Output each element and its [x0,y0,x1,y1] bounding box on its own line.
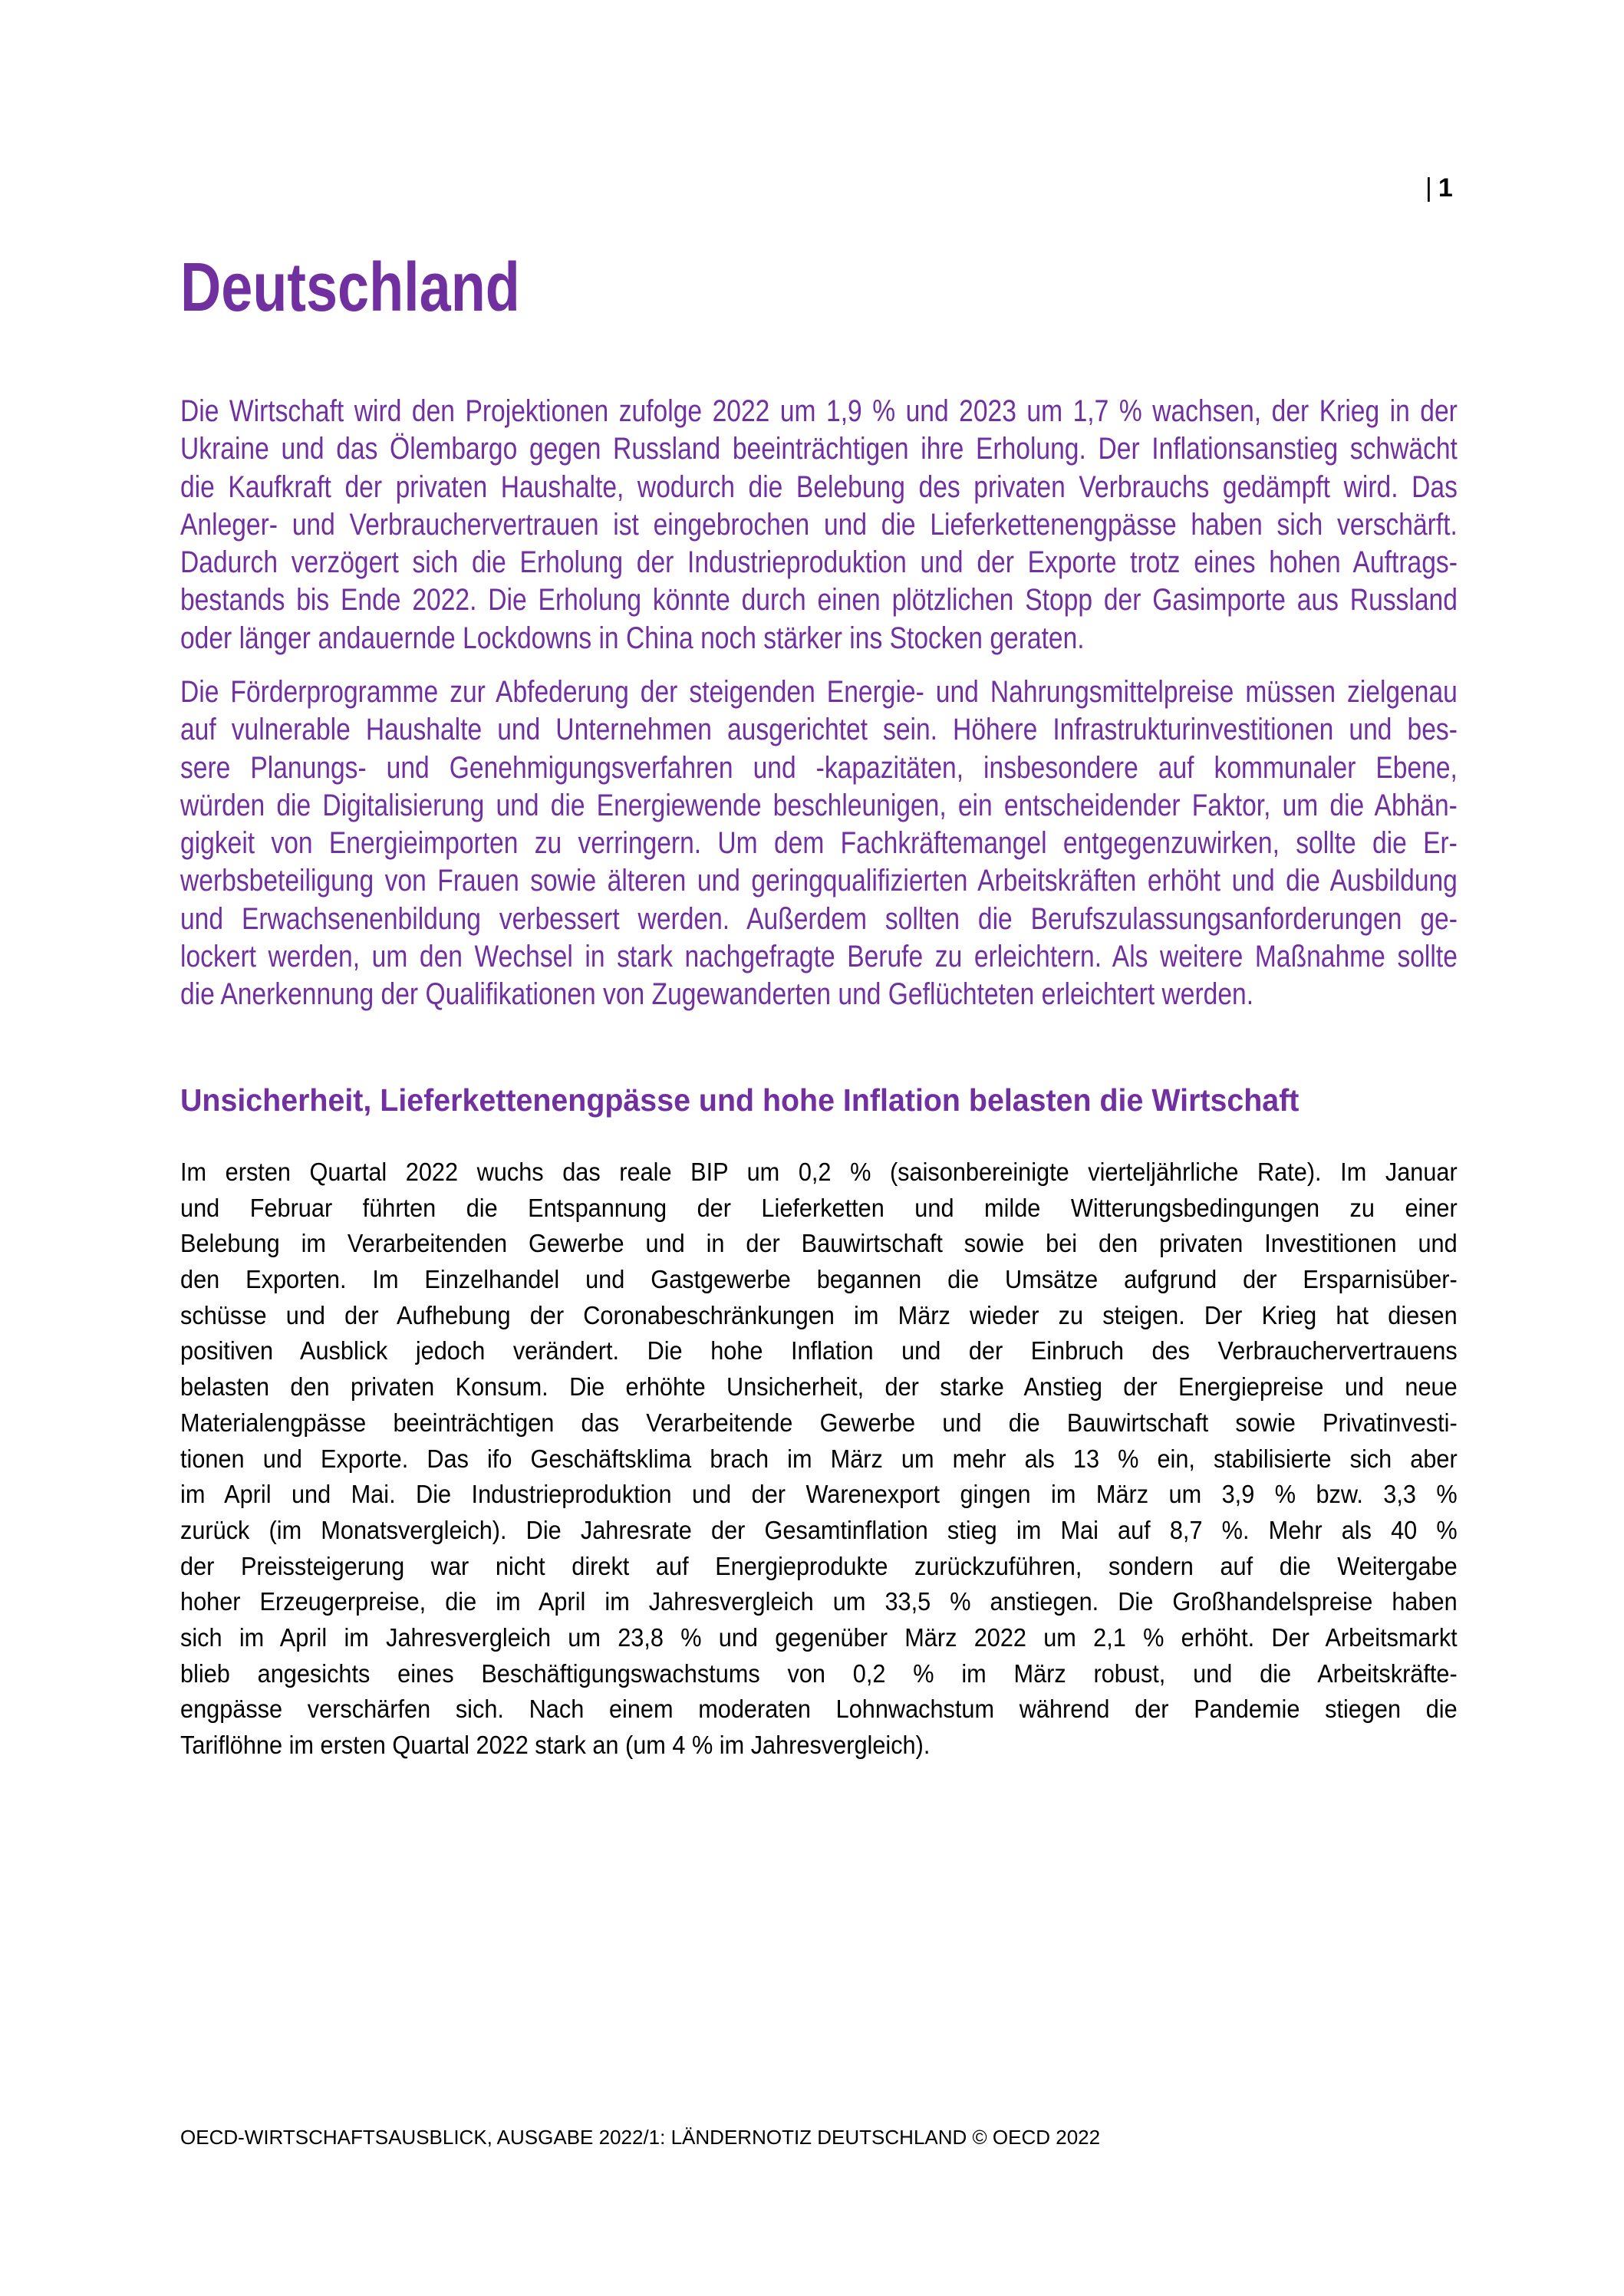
section-body-paragraph [180,1155,1458,1764]
page-number-separator: | [1425,173,1432,203]
page-title: Deutschland [180,249,520,326]
text-line: bestands bis Ende 2022. Die Erholung könnte durch einen plötzlichen Stopp der Gasimporte aus Russland [180,583,1458,618]
text-line: im April und Mai. Die Industrieproduktion und der Warenexport gingen im März um 3,9 % bzw. 3,3 % [180,1480,1458,1509]
text-line: hoher Erzeugerpreise, die im April im Jahresvergleich um 33,5 % anstiegen. Die Großhandelspreise haben [180,1587,1458,1616]
summary-paragraph-2 [180,674,1458,1014]
text-line: die Kaufkraft der privaten Haushalte, wodurch die Belebung des privaten Verbrauchs gedämpft wird. Das [180,469,1458,504]
text-line: Belebung im Verarbeitenden Gewerbe und in der Bauwirtschaft sowie bei den privaten Investitionen und [180,1229,1458,1258]
text-line: blieb angesichts eines Beschäftigungswachstums von 0,2 % im März robust, und die Arbeitskräfte- [180,1659,1458,1688]
text-line: engpässe verschärfen sich. Nach einem moderaten Lohnwachstum während der Pandemie stiegen die [180,1695,1458,1724]
text-line: auf vulnerable Haushalte und Unternehmen ausgerichtet sein. Höhere Infrastrukturinvestitionen und bes- [180,713,1458,747]
text-line: den Exporten. Im Einzelhandel und Gastgewerbe begannen die Umsätze aufgrund der Ersparnisüber- [180,1265,1458,1294]
text-line: Ukraine und das Ölembargo gegen Russland beeinträchtigen ihre Erholung. Der Inflationsanstieg schwächt [180,432,1458,466]
text-line: sere Planungs- und Genehmigungsverfahren und -kapazitäten, insbesondere auf kommunaler Ebene, [180,750,1458,785]
text-line: Tariflöhne im ersten Quartal 2022 stark an (um 4 % im Jahresvergleich). [180,1731,931,1759]
text-line: belasten den privaten Konsum. Die erhöhte Unsicherheit, der starke Anstieg der Energiepreise und neue [180,1372,1458,1402]
text-line: werbsbeteiligung von Frauen sowie älteren und geringqualifizierten Arbeitskräften erhöht und die Ausbildung [180,864,1458,898]
summary-paragraph-1 [180,393,1458,657]
text-line: Im ersten Quartal 2022 wuchs das reale BIP um 0,2 % (saisonbereinigte vierteljährliche Rate). Im Januar [180,1158,1458,1186]
text-line: positiven Ausblick jedoch verändert. Die hohe Inflation und der Einbruch des Verbrauchervertrauens [180,1336,1458,1365]
page-footer: OECD-WIRTSCHAFTSAUSBLICK, AUSGABE 2022/1: LÄNDERNOTIZ DEUTSCHLAND © OECD 2022 [180,2126,1101,2149]
text-line: zurück (im Monatsvergleich). Die Jahresrate der Gesamtinflation stieg im Mai auf 8,7 %. Mehr als 40 % [180,1515,1458,1544]
text-line: Anleger- und Verbrauchervertrauen ist eingebrochen und die Lieferkettenengpässe haben sich verschärft. [180,507,1458,542]
text-line: der Preissteigerung war nicht direkt auf Energieprodukte zurückzuführen, sondern auf die Weitergabe [180,1551,1458,1580]
text-line: würden die Digitalisierung und die Energiewende beschleunigen, ein entscheidender Faktor, um die Abhän- [180,788,1458,822]
text-line: Materialengpässe beeinträchtigen das Verarbeitende Gewerbe und die Bauwirtschaft sowie Privatinvesti- [180,1408,1458,1437]
text-line: und Erwachsenenbildung verbessert werden. Außerdem sollten die Berufszulassungsanforderungen ge- [180,901,1458,936]
text-line: die Anerkennung der Qualifikationen von Zugewanderten und Geflüchteten erleichtert werden. [180,977,1254,1012]
text-line: sich im April im Jahresvergleich um 23,8 % und gegenüber März 2022 um 2,1 % erhöht. Der Arbeitsmarkt [180,1622,1458,1652]
text-line: oder länger andauernde Lockdowns in China noch stärker ins Stocken geraten. [180,621,1085,655]
text-line: tionen und Exporte. Das ifo Geschäftsklima brach im März um mehr als 13 % ein, stabilisierte sich aber [180,1444,1458,1473]
text-line: Die Wirtschaft wird den Projektionen zufolge 2022 um 1,9 % und 2023 um 1,7 % wachsen, der Krieg in der [180,394,1458,428]
page-number-value: 1 [1438,173,1453,203]
text-line: und Februar führten die Entspannung der Lieferketten und milde Witterungsbedingungen zu einer [180,1193,1458,1222]
text-line: Die Förderprogramme zur Abfederung der steigenden Energie- und Nahrungsmittelpreise müssen zielgenau [180,675,1458,709]
text-line: lockert werden, um den Wechsel in stark nachgefragte Berufe zu erleichtern. Als weitere Maßnahme sollte [180,940,1458,974]
text-line: gigkeit von Energieimporten zu verringern. Um dem Fachkräftemangel entgegenzuwirken, sollte die Er- [180,826,1458,861]
page-number [1425,173,1453,203]
section-heading: Unsicherheit, Lieferkettenengpässe und hohe Inflation belasten die Wirtschaft [180,1082,1300,1118]
text-line: schüsse und der Aufhebung der Coronabeschränkungen im März wieder zu steigen. Der Krieg hat diesen [180,1300,1458,1329]
text-line: Dadurch verzögert sich die Erholung der Industrieproduktion und der Exporte trotz eines hohen Auftrags- [180,545,1458,580]
